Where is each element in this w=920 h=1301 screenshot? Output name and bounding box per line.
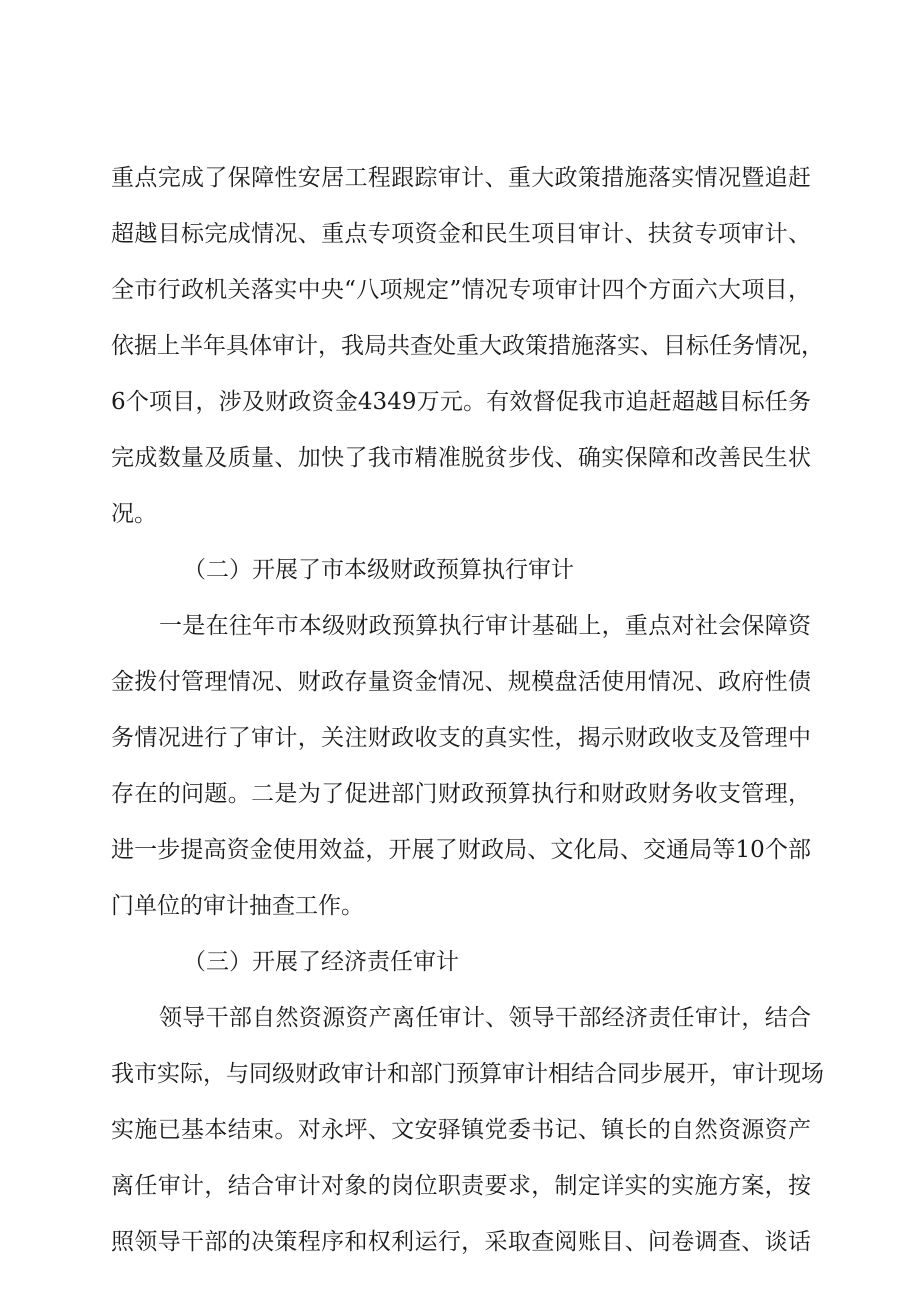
paragraph-line: 门单位的审计抽查工作。	[111, 893, 364, 919]
paragraph-line: 一是在往年市本级财政预算执行审计基础上，重点对社会保障资	[159, 613, 811, 639]
paragraph-line: 重点完成了保障性安居工程跟踪审计、重大政策措施落实情况暨追赶	[111, 165, 811, 191]
paragraph-line: 6个项目，涉及财政资金4349万元。有效督促我市追赶超越目标任务	[111, 389, 811, 415]
paragraph-line: 进一步提高资金使用效益，开展了财政局、文化局、交通局等10个部	[111, 837, 811, 863]
paragraph-line: 超越目标完成情况、重点专项资金和民生项目审计、扶贫专项审计、	[111, 221, 811, 247]
paragraph-line: 依据上半年具体审计，我局共查处重大政策措施落实、目标任务情况，	[111, 333, 824, 359]
paragraph-line: 存在的问题。二是为了促进部门财政预算执行和财政财务收支管理，	[111, 781, 811, 807]
paragraph-line: 实施已基本结束。对永坪、文安驿镇党委书记、镇长的自然资源资产	[111, 1117, 811, 1143]
paragraph-line: 领导干部自然资源资产离任审计、领导干部经济责任审计，结合	[159, 1005, 811, 1031]
paragraph-line: 全市行政机关落实中央“八项规定”情况专项审计四个方面六大项目，	[111, 277, 811, 303]
paragraph-line: 我市实际，与同级财政审计和部门预算审计相结合同步展开，审计现场	[111, 1061, 824, 1087]
paragraph-line: 务情况进行了审计，关注财政收支的真实性，揭示财政收支及管理中	[111, 725, 811, 751]
section-heading-2: （二）开展了市本级财政预算执行审计	[183, 557, 574, 583]
section-heading-3: （三）开展了经济责任审计	[183, 949, 459, 975]
paragraph-line: 照领导干部的决策程序和权利运行，采取查阅账目、问卷调查、谈话	[111, 1229, 811, 1255]
paragraph-line: 离任审计，结合审计对象的岗位职责要求，制定详实的实施方案，按	[111, 1173, 811, 1199]
paragraph-line: 况。	[111, 501, 157, 527]
paragraph-line: 完成数量及质量、加快了我市精准脱贫步伐、确实保障和改善民生状	[111, 445, 811, 471]
document-body	[111, 150, 824, 1270]
paragraph-line: 金拨付管理情况、财政存量资金情况、规模盘活使用情况、政府性债	[111, 669, 811, 695]
